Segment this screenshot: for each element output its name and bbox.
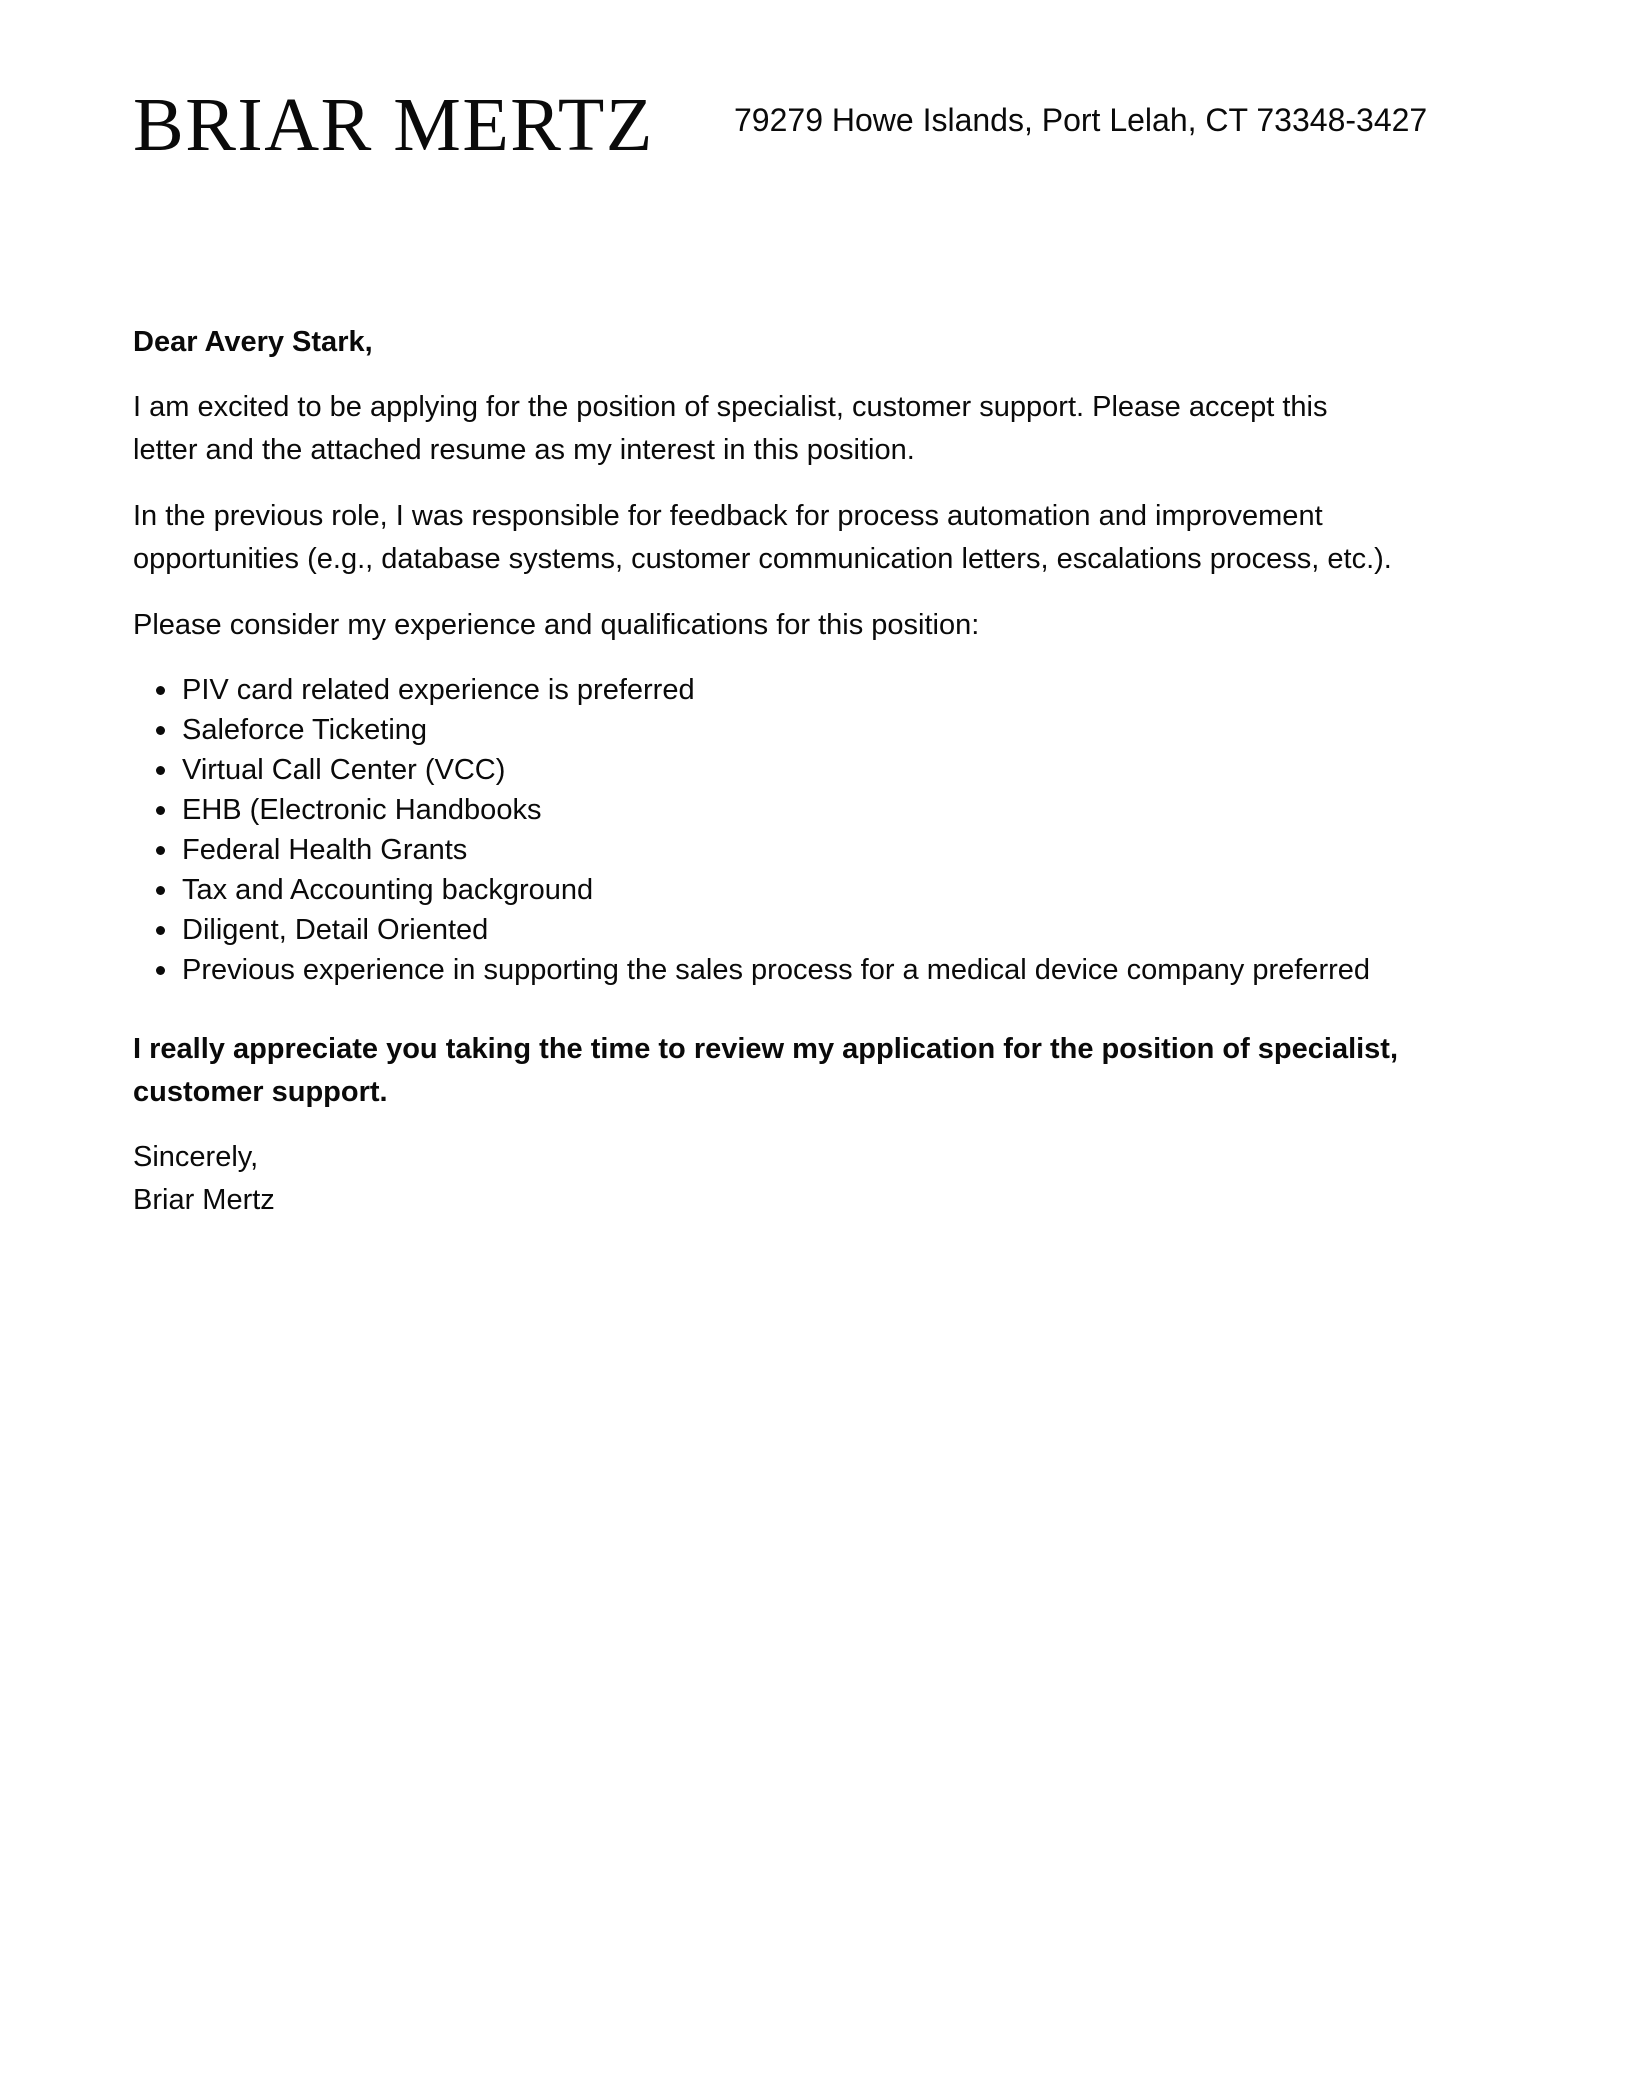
closing-line: I really appreciate you taking the time to review my application for the position of specialist, [133, 1033, 1399, 1065]
bullet-icon [156, 926, 165, 935]
qualification-text: PIV card related experience is preferred [182, 674, 695, 706]
qualification-item [133, 670, 1533, 710]
intro-line: letter and the attached resume as my interest in this position. [133, 434, 915, 466]
qualification-item [133, 710, 1533, 750]
qualifications-intro [133, 604, 1533, 647]
intro-paragraph [133, 386, 1533, 472]
qualification-text: Diligent, Detail Oriented [182, 914, 489, 946]
qualification-text: Saleforce Ticketing [182, 714, 428, 746]
experience-line: In the previous role, I was responsible for feedback for process automation and improvement [133, 500, 1323, 532]
qualification-item [133, 750, 1533, 790]
qualification-item [133, 790, 1533, 830]
qualifications-list [133, 670, 1533, 990]
experience-line: opportunities (e.g., database systems, customer communication letters, escalations process, etc.). [133, 543, 1392, 575]
bullet-icon [156, 886, 165, 895]
salutation: Dear Avery Stark, [133, 326, 373, 358]
bullet-icon [156, 846, 165, 855]
qualification-text: Federal Health Grants [182, 834, 468, 866]
qualification-text: EHB (Electronic Handbooks [182, 794, 542, 826]
qualification-text: Tax and Accounting background [182, 874, 594, 906]
qualification-text: Virtual Call Center (VCC) [182, 754, 506, 786]
experience-paragraph [133, 495, 1533, 581]
bullet-icon [156, 966, 165, 975]
applicant-address: 79279 Howe Islands, Port Lelah, CT 73348-3427 [734, 102, 1428, 138]
bullet-icon [156, 806, 165, 815]
qualification-item [133, 830, 1533, 870]
signature-name: Briar Mertz [133, 1184, 275, 1216]
qualification-text: Previous experience in supporting the sales process for a medical device company preferred [182, 954, 1371, 986]
closing-line: customer support. [133, 1076, 388, 1108]
signoff-block [133, 1136, 1533, 1222]
qualification-item [133, 910, 1533, 950]
bullet-icon [156, 766, 165, 775]
bullet-icon [156, 726, 165, 735]
closing-paragraph [133, 1028, 1533, 1114]
letter-body [133, 321, 1533, 1222]
qualification-item [133, 950, 1533, 990]
signoff: Sincerely, [133, 1141, 259, 1173]
applicant-name: BRIAR MERTZ [133, 83, 654, 167]
qualification-item [133, 870, 1533, 910]
bullet-icon [156, 686, 165, 695]
intro-line: I am excited to be applying for the position of specialist, customer support. Please accept this [133, 391, 1328, 423]
qualifications-intro-text: Please consider my experience and qualifications for this position: [133, 609, 980, 641]
